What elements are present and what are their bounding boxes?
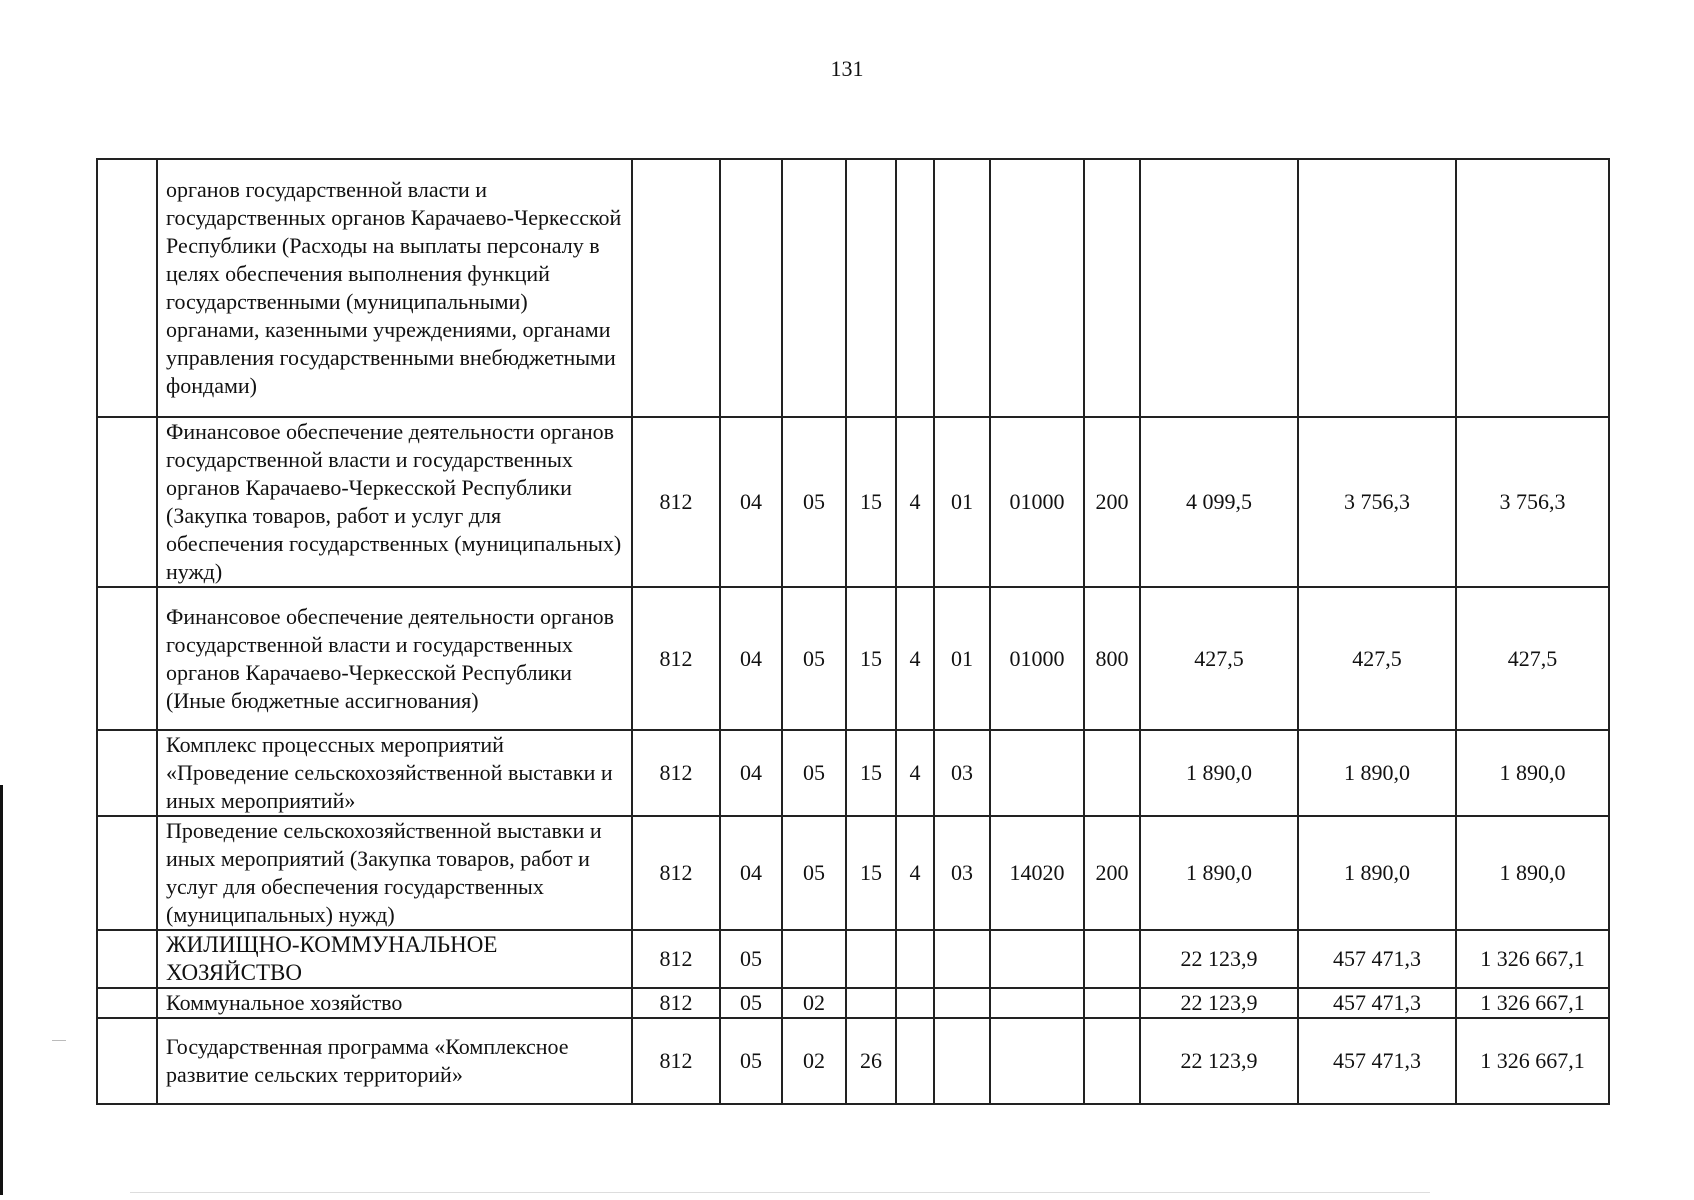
program-code <box>846 988 896 1018</box>
ministry-code: 812 <box>632 816 720 930</box>
program-code: 15 <box>846 587 896 730</box>
amount-year-3: 427,5 <box>1456 587 1609 730</box>
direction-code <box>990 730 1084 816</box>
direction-code: 01000 <box>990 417 1084 587</box>
expense-type-code: 200 <box>1084 816 1140 930</box>
program-type-code: 4 <box>896 417 934 587</box>
structural-element-code: 03 <box>934 730 990 816</box>
ministry-code: 812 <box>632 988 720 1018</box>
structural-element-code <box>934 1018 990 1104</box>
subsection-code: 02 <box>782 988 846 1018</box>
row-number-cell <box>97 730 157 816</box>
table-row <box>97 1018 1609 1104</box>
expense-type-code <box>1084 930 1140 988</box>
amount-year-3 <box>1456 159 1609 417</box>
ministry-code: 812 <box>632 730 720 816</box>
section-code: 05 <box>720 988 782 1018</box>
subsection-code: 05 <box>782 587 846 730</box>
page-number: 131 <box>830 56 864 81</box>
program-code: 26 <box>846 1018 896 1104</box>
direction-code <box>990 1018 1084 1104</box>
amount-year-3: 1 890,0 <box>1456 730 1609 816</box>
amount-year-2: 427,5 <box>1298 587 1456 730</box>
ministry-code: 812 <box>632 587 720 730</box>
subsection-code <box>782 159 846 417</box>
amount-year-1: 22 123,9 <box>1140 1018 1298 1104</box>
structural-element-code: 01 <box>934 587 990 730</box>
expense-type-code: 200 <box>1084 417 1140 587</box>
ministry-code: 812 <box>632 417 720 587</box>
expense-type-code: 800 <box>1084 587 1140 730</box>
row-number-cell <box>97 1018 157 1104</box>
program-code: 15 <box>846 816 896 930</box>
program-type-code <box>896 1018 934 1104</box>
table-row <box>97 816 1609 930</box>
amount-year-3: 1 890,0 <box>1456 816 1609 930</box>
row-number-cell <box>97 816 157 930</box>
expense-type-code <box>1084 159 1140 417</box>
section-code: 04 <box>720 816 782 930</box>
program-type-code: 4 <box>896 816 934 930</box>
structural-element-code <box>934 159 990 417</box>
table-row <box>97 417 1609 587</box>
amount-year-3: 1 326 667,1 <box>1456 930 1609 988</box>
section-code: 04 <box>720 587 782 730</box>
structural-element-code <box>934 930 990 988</box>
program-type-code: 4 <box>896 730 934 816</box>
section-code: 05 <box>720 1018 782 1104</box>
table-row <box>97 587 1609 730</box>
amount-year-3: 3 756,3 <box>1456 417 1609 587</box>
row-number-cell <box>97 417 157 587</box>
structural-element-code: 03 <box>934 816 990 930</box>
amount-year-2: 457 471,3 <box>1298 1018 1456 1104</box>
row-name: Комплекс процессных мероприятий «Проведение сельскохозяйственной выставки и иных мероприятий» <box>157 730 632 816</box>
scan-artifact <box>52 1040 66 1041</box>
amount-year-2: 3 756,3 <box>1298 417 1456 587</box>
expense-type-code <box>1084 1018 1140 1104</box>
program-type-code: 4 <box>896 587 934 730</box>
section-code: 04 <box>720 730 782 816</box>
row-name: ЖИЛИЩНО-КОММУНАЛЬНОЕ ХОЗЯЙСТВО <box>157 930 632 988</box>
table-row <box>97 930 1609 988</box>
table-row <box>97 159 1609 417</box>
table-row <box>97 730 1609 816</box>
scan-edge-mark <box>0 785 3 1195</box>
ministry-code <box>632 159 720 417</box>
program-code: 15 <box>846 730 896 816</box>
row-name: Коммунальное хозяйство <box>157 988 632 1018</box>
program-type-code <box>896 988 934 1018</box>
direction-code <box>990 159 1084 417</box>
program-code <box>846 930 896 988</box>
program-type-code <box>896 159 934 417</box>
subsection-code: 05 <box>782 730 846 816</box>
amount-year-1: 427,5 <box>1140 587 1298 730</box>
structural-element-code: 01 <box>934 417 990 587</box>
amount-year-3: 1 326 667,1 <box>1456 1018 1609 1104</box>
expense-type-code <box>1084 988 1140 1018</box>
direction-code <box>990 930 1084 988</box>
row-number-cell <box>97 159 157 417</box>
program-type-code <box>896 930 934 988</box>
structural-element-code <box>934 988 990 1018</box>
ministry-code: 812 <box>632 1018 720 1104</box>
amount-year-1: 4 099,5 <box>1140 417 1298 587</box>
amount-year-3: 1 326 667,1 <box>1456 988 1609 1018</box>
amount-year-2: 1 890,0 <box>1298 816 1456 930</box>
amount-year-2: 457 471,3 <box>1298 988 1456 1018</box>
section-code <box>720 159 782 417</box>
expense-type-code <box>1084 730 1140 816</box>
program-code <box>846 159 896 417</box>
row-name: Государственная программа «Комплексное развитие сельских территорий» <box>157 1018 632 1104</box>
row-number-cell <box>97 930 157 988</box>
direction-code: 14020 <box>990 816 1084 930</box>
row-name: Финансовое обеспечение деятельности органов государственной власти и государственных органов Карачаево-Черкесской Республики (Закупка товаров, работ и услуг для обеспечения государственных (муниципальных) нужд) <box>157 417 632 587</box>
scan-artifact <box>130 1192 1430 1193</box>
program-code: 15 <box>846 417 896 587</box>
amount-year-2: 1 890,0 <box>1298 730 1456 816</box>
amount-year-1: 1 890,0 <box>1140 816 1298 930</box>
row-number-cell <box>97 587 157 730</box>
section-code: 04 <box>720 417 782 587</box>
row-name: органов государственной власти и государственных органов Карачаево-Черкесской Республики (Расходы на выплаты персоналу в целях обеспечения выполнения функций государственными (муниципальными) органами, казенными учреждениями, органами управления государственными внебюджетными фондами) <box>157 159 632 417</box>
direction-code: 01000 <box>990 587 1084 730</box>
amount-year-2: 457 471,3 <box>1298 930 1456 988</box>
subsection-code: 05 <box>782 417 846 587</box>
budget-table <box>96 158 1610 1105</box>
amount-year-1: 1 890,0 <box>1140 730 1298 816</box>
row-name: Финансовое обеспечение деятельности органов государственной власти и государственных органов Карачаево-Черкесской Республики (Иные бюджетные ассигнования) <box>157 587 632 730</box>
table-row <box>97 988 1609 1018</box>
row-number-cell <box>97 988 157 1018</box>
amount-year-1: 22 123,9 <box>1140 988 1298 1018</box>
section-code: 05 <box>720 930 782 988</box>
amount-year-1 <box>1140 159 1298 417</box>
direction-code <box>990 988 1084 1018</box>
amount-year-1: 22 123,9 <box>1140 930 1298 988</box>
subsection-code: 02 <box>782 1018 846 1104</box>
subsection-code <box>782 930 846 988</box>
subsection-code: 05 <box>782 816 846 930</box>
amount-year-2 <box>1298 159 1456 417</box>
row-name: Проведение сельскохозяйственной выставки и иных мероприятий (Закупка товаров, работ и услуг для обеспечения государственных (муниципальных) нужд) <box>157 816 632 930</box>
ministry-code: 812 <box>632 930 720 988</box>
